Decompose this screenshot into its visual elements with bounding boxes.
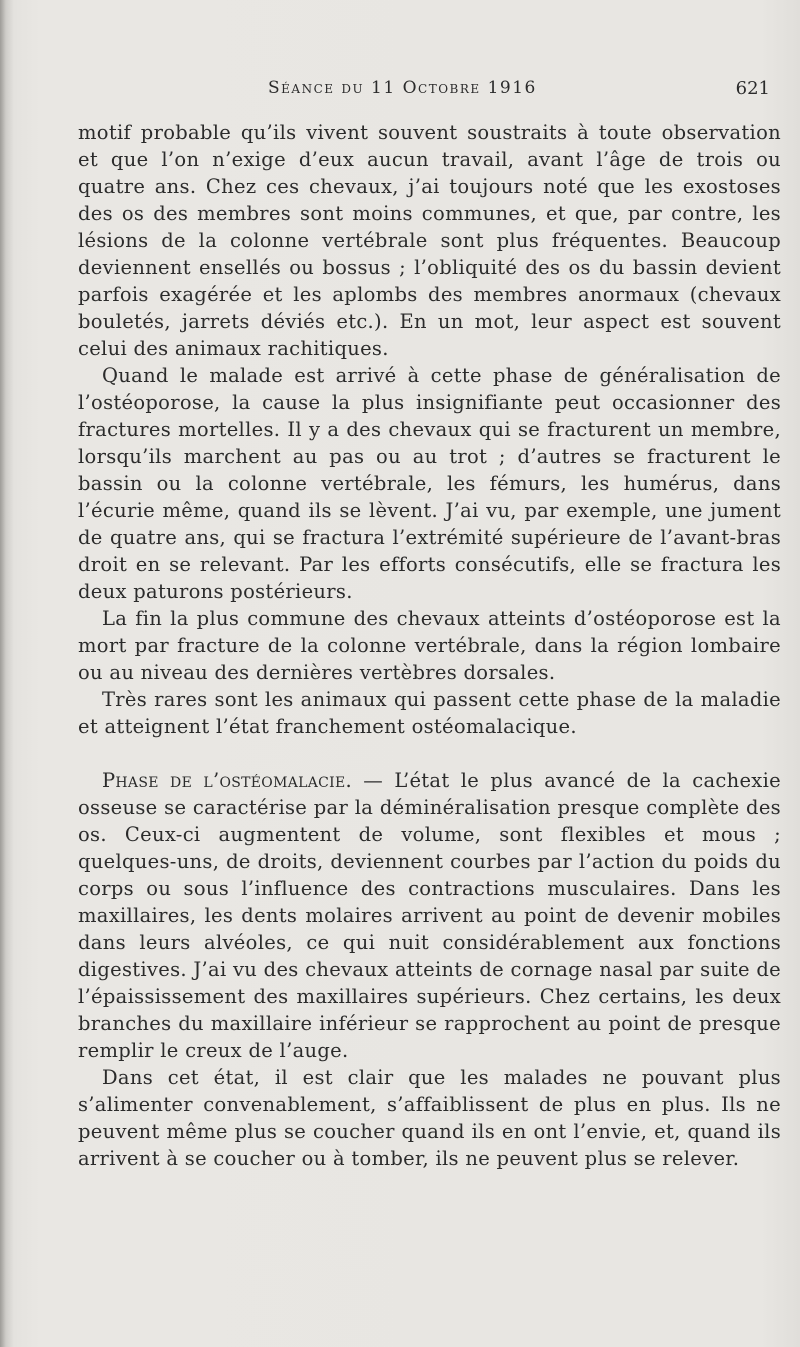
- body-text: [78, 119, 781, 1172]
- section-osteomalacia: [78, 767, 781, 1064]
- page-number: 621: [735, 78, 770, 99]
- paragraph-vertebral-death: La fin la plus commune des chevaux atteints d’ostéoporose est la mort par fracture de la colonne vertébrale, dans la région lombaire ou au niveau des dernières vertèbres dorsales.: [78, 607, 781, 684]
- section-heading: Phase de l’ostéomalacie.: [102, 769, 352, 792]
- paragraph-weakening: Dans cet état, il est clair que les malades ne pouvant plus s’alimenter convenablement, s’affaiblissent de plus en plus. Ils ne peuvent même plus se coucher quand ils en ont l’envie, et, quand ils arrivent à se coucher ou à tomber, ils ne peuvent plus se relever.: [78, 1066, 781, 1170]
- paragraph-fractures: Quand le malade est arrivé à cette phase de généralisation de l’ostéoporose, la cause la plus insignifiante peut occasionner des fractures mortelles. Il y a des chevaux qui se fracturent un membre, lorsqu’ils marchent au pas ou au trot ; d’autres se fracturent le bassin ou la colonne vertébrale, les fémurs, les humérus, dans l’écurie même, quand ils se lèvent. J’ai vu, par exemple, une jument de quatre ans, qui se fractura l’extrémité supérieure de l’avant-bras droit en se relevant. Par les efforts consécutifs, elle se fractura les deux paturons postérieurs.: [78, 364, 781, 603]
- running-head-title: Séance du 11 Octobre 1916: [268, 78, 537, 98]
- running-head: [0, 78, 800, 102]
- paragraph-rare-cases: Très rares sont les animaux qui passent cette phase de la maladie et atteignent l’état franchement ostéomalacique.: [78, 688, 781, 738]
- paragraph-continuation: motif probable qu’ils vivent souvent soustraits à toute observation et que l’on n’exige d’eux aucun travail, avant l’âge de trois ou quatre ans. Chez ces chevaux, j’ai toujours noté que les exostoses des os des membres sont moins communes, et que, par contre, les lésions de la colonne vertébrale sont plus fréquentes. Beaucoup deviennent ensellés ou bossus ; l’obliquité des os du bassin devient parfois exagérée et les aplombs des membres anormaux (chevaux bouletés, jarrets déviés etc.). En un mot, leur aspect est souvent celui des animaux rachitiques.: [78, 121, 781, 360]
- section-separator: —: [351, 769, 395, 792]
- section-lead-text: L’état le plus avancé de la cachexie osseuse se caractérise par la déminéralisation presque complète des os. Ceux-ci augmentent de volume, sont flexibles et mous ; quelques-uns, de droits, deviennent courbes par l’action du poids du corps ou sous l’influence des contractions musculaires. Dans les maxillaires, les dents molaires arrivent au point de devenir mobiles dans leurs alvéoles, ce qui nuit considérablement aux fonctions digestives. J’ai vu des chevaux atteints de cornage nasal par suite de l’épaississement des maxillaires supérieurs. Chez certains, les deux branches du maxillaire inférieur se rapprochent au point de presque remplir le creux de l’auge.: [78, 769, 781, 1062]
